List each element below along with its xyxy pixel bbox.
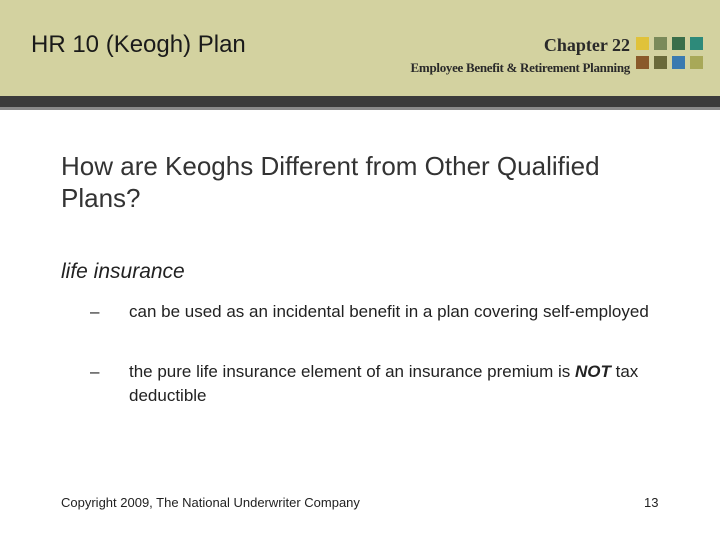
square-1 [636,37,649,50]
bullet-text-post: tax deductible [129,362,639,405]
square-5 [636,56,649,69]
header-divider [0,96,720,107]
bullet-text [129,360,669,408]
section-heading: life insurance [61,260,185,283]
bullet-text-pre: the pure life insurance element of an insurance premium is [129,362,576,381]
square-4 [690,37,703,50]
slide-title: How are Keoghs Different from Other Qualified Plans? [61,151,600,213]
page-number: 13 [644,495,659,510]
slide-header [0,0,720,96]
square-8 [690,56,703,69]
bullet-text: can be used as an incidental benefit in a plan covering self-employed [129,302,649,321]
header-divider-shadow [0,107,720,110]
bullet-emphasis: NOT [575,362,611,381]
square-2 [654,37,667,50]
copyright-footer: Copyright 2009, The National Underwriter Company [61,495,360,510]
bullet-dash: – [90,302,100,321]
course-label: Employee Benefit & Retirement Planning [410,60,630,75]
chapter-label: Chapter 22 [543,35,630,55]
square-3 [672,37,685,50]
header-title: HR 10 (Keogh) Plan [31,31,246,58]
square-7 [672,56,685,69]
bullet-dash: – [90,362,100,381]
square-6 [654,56,667,69]
